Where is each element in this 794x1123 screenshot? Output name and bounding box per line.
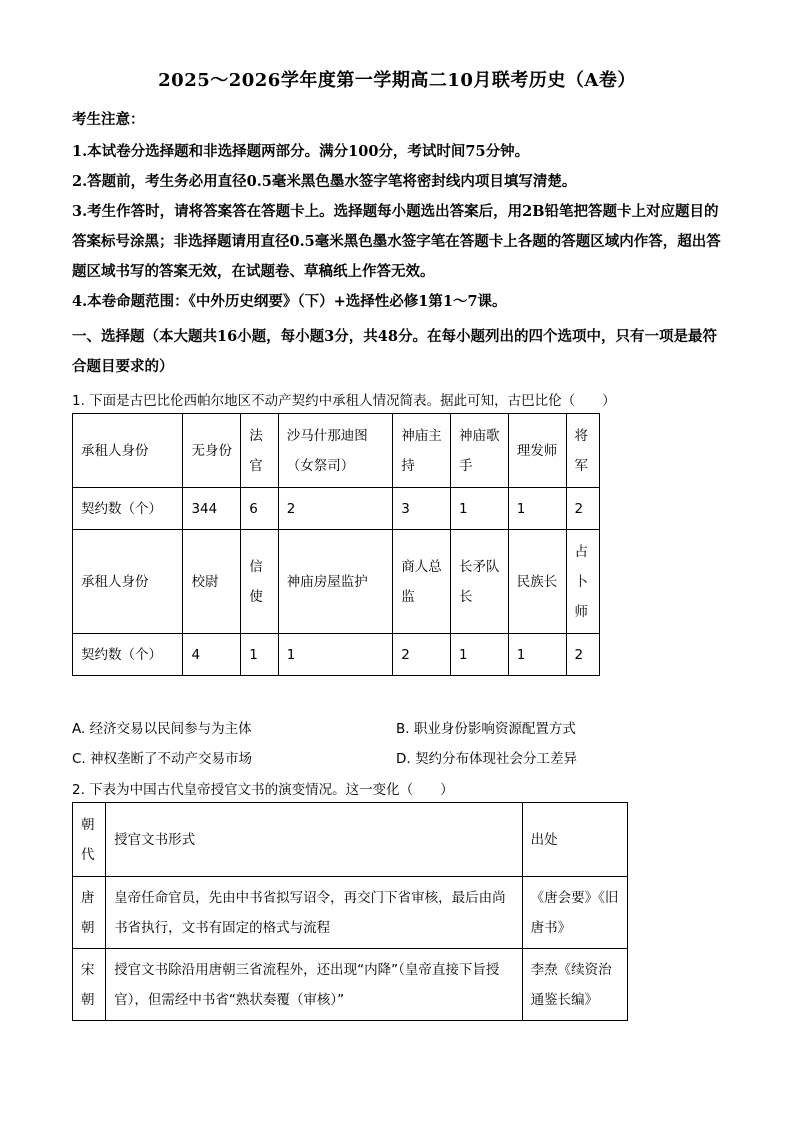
table-cell: 344 xyxy=(183,488,241,530)
table-cell: 1 xyxy=(450,488,508,530)
table-cell: 6 xyxy=(241,488,278,530)
table-cell: 契约数（个） xyxy=(73,634,183,676)
rule-item: 3.考生作答时，请将答案答在答题卡上。选择题每小题选出答案后，用2B铅笔把答题卡上对应题目的答案标号涂黑；非选择题请用直径0.5毫米黑色墨水签字笔在答题卡上各题的答题区域内作答，超出答题区域书写的答案无效，在试题卷、草稿纸上作答无效。 xyxy=(72,203,721,280)
table-cell: 3 xyxy=(393,488,451,530)
table-row xyxy=(73,803,628,877)
table-cell: 长矛队长 xyxy=(450,530,508,634)
table-cell: 《唐会要》《旧唐书》 xyxy=(522,877,627,949)
question-1-stem: 1. 下面是古巴比伦西帕尔地区不动产契约中承租人情况简表。据此可知，古巴比伦（ ） xyxy=(72,393,616,409)
table-cell: 1 xyxy=(278,634,393,676)
table-cell: 无身份 xyxy=(183,414,241,488)
table-row xyxy=(73,634,600,676)
rule-item: 4.本卷命题范围：《中外历史纲要》（下）+选择性必修1第1～7课。 xyxy=(72,293,507,310)
table-cell: 民族长 xyxy=(508,530,566,634)
table-cell: 宋朝 xyxy=(73,949,106,1021)
table-row xyxy=(73,949,628,1021)
table-cell: 1 xyxy=(450,634,508,676)
table-cell: 占卜师 xyxy=(566,530,599,634)
question-1-table xyxy=(72,413,600,676)
table-cell: 神庙主持 xyxy=(393,414,451,488)
table-cell: 授官文书除沿用唐朝三省流程外，还出现“内降”（皇帝直接下旨授官），但需经中书省“熟状奏覆（审核）” xyxy=(106,949,523,1021)
section-heading: 一、选择题（本大题共16小题，每小题3分，共48分。在每小题列出的四个选项中，只有一项是最符合题目要求的） xyxy=(72,328,717,375)
table-cell: 信使 xyxy=(241,530,278,634)
option-c[interactable]: C. 神权垄断了不动产交易市场 xyxy=(72,751,253,767)
table-cell: 沙马什那迪图（女祭司） xyxy=(278,414,393,488)
table-cell: 1 xyxy=(508,488,566,530)
table-cell: 契约数（个） xyxy=(73,488,183,530)
table-row xyxy=(73,877,628,949)
table-row xyxy=(73,530,600,634)
option-a[interactable]: A. 经济交易以民间参与为主体 xyxy=(72,721,252,737)
table-cell: 2 xyxy=(278,488,393,530)
table-cell: 李焘《续资治通鉴长编》 xyxy=(522,949,627,1021)
table-cell: 2 xyxy=(393,634,451,676)
table-row xyxy=(73,488,600,530)
notice-heading: 考生注意： xyxy=(72,111,145,128)
table-cell: 1 xyxy=(508,634,566,676)
option-d[interactable]: D. 契约分布体现社会分工差异 xyxy=(396,751,577,767)
exam-title: 2025～2026学年度第一学期高二10月联考历史（A卷） xyxy=(158,70,636,91)
rule-item: 2.答题前，考生务必用直径0.5毫米黑色墨水签字笔将密封线内项目填写清楚。 xyxy=(72,173,577,190)
table-cell: 将军 xyxy=(566,414,599,488)
table-cell: 校尉 xyxy=(183,530,241,634)
table-cell: 法官 xyxy=(241,414,278,488)
table-cell: 商人总监 xyxy=(393,530,451,634)
table-cell: 2 xyxy=(566,488,599,530)
table-cell: 皇帝任命官员，先由中书省拟写诏令，再交门下省审核，最后由尚书省执行，文书有固定的格式与流程 xyxy=(106,877,523,949)
table-cell: 4 xyxy=(183,634,241,676)
table-cell: 理发师 xyxy=(508,414,566,488)
table-cell: 朝代 xyxy=(73,803,106,877)
table-cell: 神庙歌手 xyxy=(450,414,508,488)
table-cell: 2 xyxy=(566,634,599,676)
question-2-stem: 2. 下表为中国古代皇帝授官文书的演变情况。这一变化（ ） xyxy=(72,782,454,798)
option-b[interactable]: B. 职业身份影响资源配置方式 xyxy=(396,721,576,737)
table-cell: 1 xyxy=(241,634,278,676)
table-cell: 授官文书形式 xyxy=(106,803,523,877)
table-cell: 神庙房屋监护 xyxy=(278,530,393,634)
table-cell: 出处 xyxy=(522,803,627,877)
table-cell: 承租人身份 xyxy=(73,414,183,488)
table-row xyxy=(73,414,600,488)
rule-item: 1.本试卷分选择题和非选择题两部分。满分100分，考试时间75分钟。 xyxy=(72,143,530,160)
table-cell: 唐朝 xyxy=(73,877,106,949)
exam-rules xyxy=(72,137,724,317)
table-cell: 承租人身份 xyxy=(73,530,183,634)
question-2-table xyxy=(72,802,628,1021)
